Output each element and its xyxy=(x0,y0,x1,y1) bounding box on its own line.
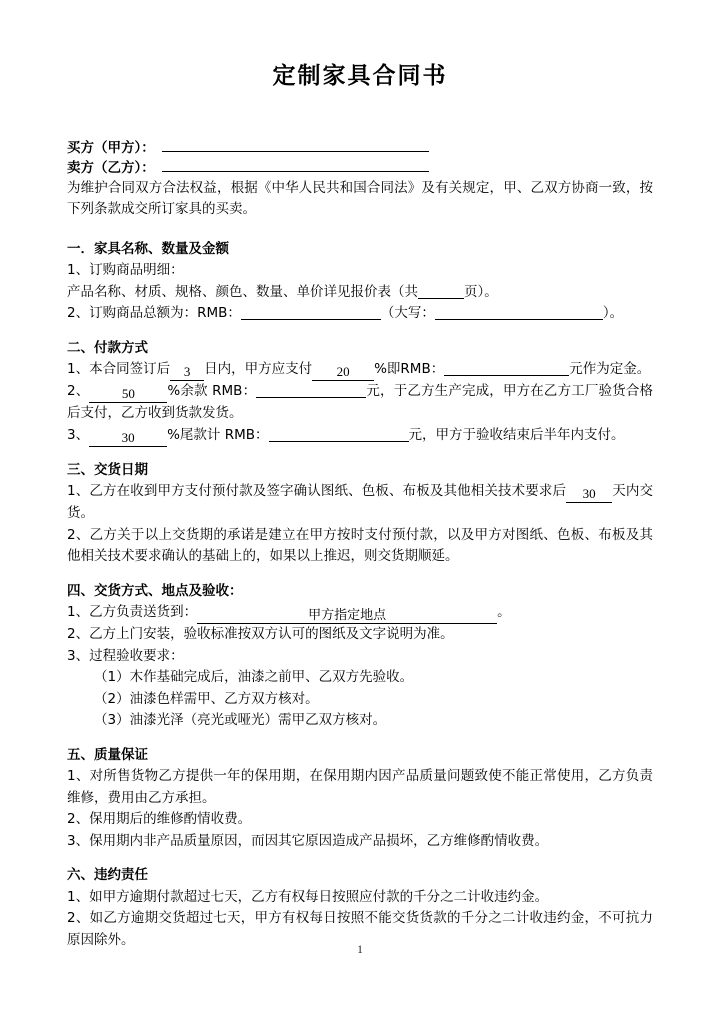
document-body xyxy=(67,62,653,951)
seller-line xyxy=(67,158,653,178)
fill-in-blank[interactable] xyxy=(435,303,603,320)
section-item xyxy=(67,381,653,425)
clause-text: 1、本合同签订后 xyxy=(67,361,171,378)
fill-in-blank[interactable] xyxy=(269,425,409,442)
clause-text: 1、乙方在收到甲方支付预付款及签字确认图纸、色板、布板及其他相关技术要求后 xyxy=(67,483,567,500)
fill-in-blank[interactable]: 30 xyxy=(566,486,612,503)
seller-signature-field[interactable] xyxy=(162,158,429,172)
section-heading: 四、交货方式、地点及验收： xyxy=(67,582,243,599)
clause-text: 产品名称、材质、规格、颜色、数量、单价详见报价表（共 xyxy=(67,283,418,300)
fill-in-blank[interactable] xyxy=(241,303,381,320)
section-item xyxy=(67,646,653,668)
buyer-line xyxy=(67,138,653,158)
clause-text: 元作为定金。 xyxy=(569,361,651,378)
fill-in-blank[interactable]: 20 xyxy=(312,364,374,381)
clause-text: 元，甲方于验收结束后半年内支付。 xyxy=(408,426,625,443)
section-item xyxy=(67,689,653,711)
clause-text: %即RMB： xyxy=(374,361,445,378)
section-item xyxy=(67,303,653,325)
fill-in-blank[interactable] xyxy=(418,282,464,299)
section-item xyxy=(67,766,653,809)
page-number: 1 xyxy=(357,944,363,956)
clause-text: %余款 RMB： xyxy=(167,383,257,400)
section-item xyxy=(67,425,653,447)
party-block xyxy=(67,138,653,178)
section-item xyxy=(67,359,653,381)
section-item xyxy=(67,887,653,909)
section-item xyxy=(67,260,653,282)
clause-text: 。 xyxy=(497,604,511,621)
clause-text: 3、 xyxy=(67,426,90,443)
clause-text: 日内，甲方应支付 xyxy=(204,361,313,378)
clause-text: 1、对所售货物乙方提供一年的保用期，在保用期内因产品质量问题致使不能正常使用，乙方负责维修，费用由乙方承担。 xyxy=(67,768,653,806)
section-heading: 一．家具名称、数量及金额 xyxy=(67,240,229,257)
clause-text: 2、保用期后的维修酌情收费。 xyxy=(67,811,252,828)
section-item xyxy=(67,481,653,525)
sections-root xyxy=(67,239,653,952)
clause-text: %尾款计 RMB： xyxy=(167,426,269,443)
clause-text: （大写： xyxy=(380,305,435,322)
preamble-paragraph: 为维护合同双方合法权益，根据《中华人民共和国合同法》及有关规定，甲、乙双方协商一致，按下列条款成交所订家具的买卖。 xyxy=(67,179,653,218)
clause-text: （2）油漆色样需甲、乙方双方核对。 xyxy=(94,690,319,707)
section-heading: 五、质量保证 xyxy=(67,746,148,763)
clause-text: （1）木作基础完成后，油漆之前甲、乙双方先验收。 xyxy=(94,669,414,686)
clause-text: 2、订购商品总额为：RMB： xyxy=(67,305,241,322)
section-item xyxy=(67,831,653,853)
seller-label: 卖方（乙方）： xyxy=(67,159,155,176)
fill-in-blank[interactable] xyxy=(256,381,366,398)
clause-text: 元，于乙方生产完成，甲方在乙方工厂验货合格后支付，乙方收到货款发货。 xyxy=(67,383,653,422)
section-item xyxy=(67,624,653,646)
clause-text: 3、保用期内非产品质量原因，而因其它原因造成产品损坏，乙方维修酌情收费。 xyxy=(67,832,549,849)
clause-text: 2、如乙方逾期交货超过七天，甲方有权每日按照不能交货货款的千分之二计收违约金，不可抗力原因除外。 xyxy=(67,910,653,948)
clause-text: 天内交货。 xyxy=(67,483,654,522)
section-heading: 三、交货日期 xyxy=(67,461,148,478)
section-item xyxy=(67,809,653,831)
section-item xyxy=(67,602,653,624)
section-heading: 六、违约责任 xyxy=(67,867,148,884)
buyer-label: 买方（甲方）： xyxy=(67,139,155,156)
fill-in-blank[interactable] xyxy=(444,359,569,376)
fill-in-blank[interactable]: 3 xyxy=(170,364,204,381)
buyer-signature-field[interactable] xyxy=(162,138,429,152)
clause-text: 2、乙方关于以上交货期的承诺是建立在甲方按时支付预付款，以及甲方对图纸、色板、布板及其他相关技术要求确认的基础上的，如果以上推迟，则交货期顺延。 xyxy=(67,526,653,565)
fill-in-blank[interactable]: 30 xyxy=(89,430,167,447)
fill-in-blank[interactable]: 50 xyxy=(89,386,167,403)
fill-in-blank[interactable]: 甲方指定地点 xyxy=(197,607,497,624)
clause-text: （3）油漆光泽（亮光或哑光）需甲乙双方核对。 xyxy=(94,712,387,729)
clause-text: 1、如甲方逾期付款超过七天，乙方有权每日按照应付款的千分之二计收违约金。 xyxy=(67,888,549,905)
section-item xyxy=(67,282,653,304)
clause-text: 2、乙方上门安装，验收标准按双方认可的图纸及文字说明为准。 xyxy=(67,626,454,643)
clause-text: 1、乙方负责送货到： xyxy=(67,604,198,621)
clause-text: 1、订购商品明细： xyxy=(67,262,184,279)
section-heading: 二、付款方式 xyxy=(67,339,148,356)
section-item xyxy=(67,667,653,689)
clause-text: 2、 xyxy=(67,383,90,400)
clause-text: 页）。 xyxy=(464,283,498,300)
clause-text: ）。 xyxy=(602,305,624,322)
clause-text: 3、过程验收要求： xyxy=(67,647,184,664)
section-item xyxy=(67,710,653,732)
section-item xyxy=(67,525,653,568)
page-title: 定制家具合同书 xyxy=(272,63,448,89)
